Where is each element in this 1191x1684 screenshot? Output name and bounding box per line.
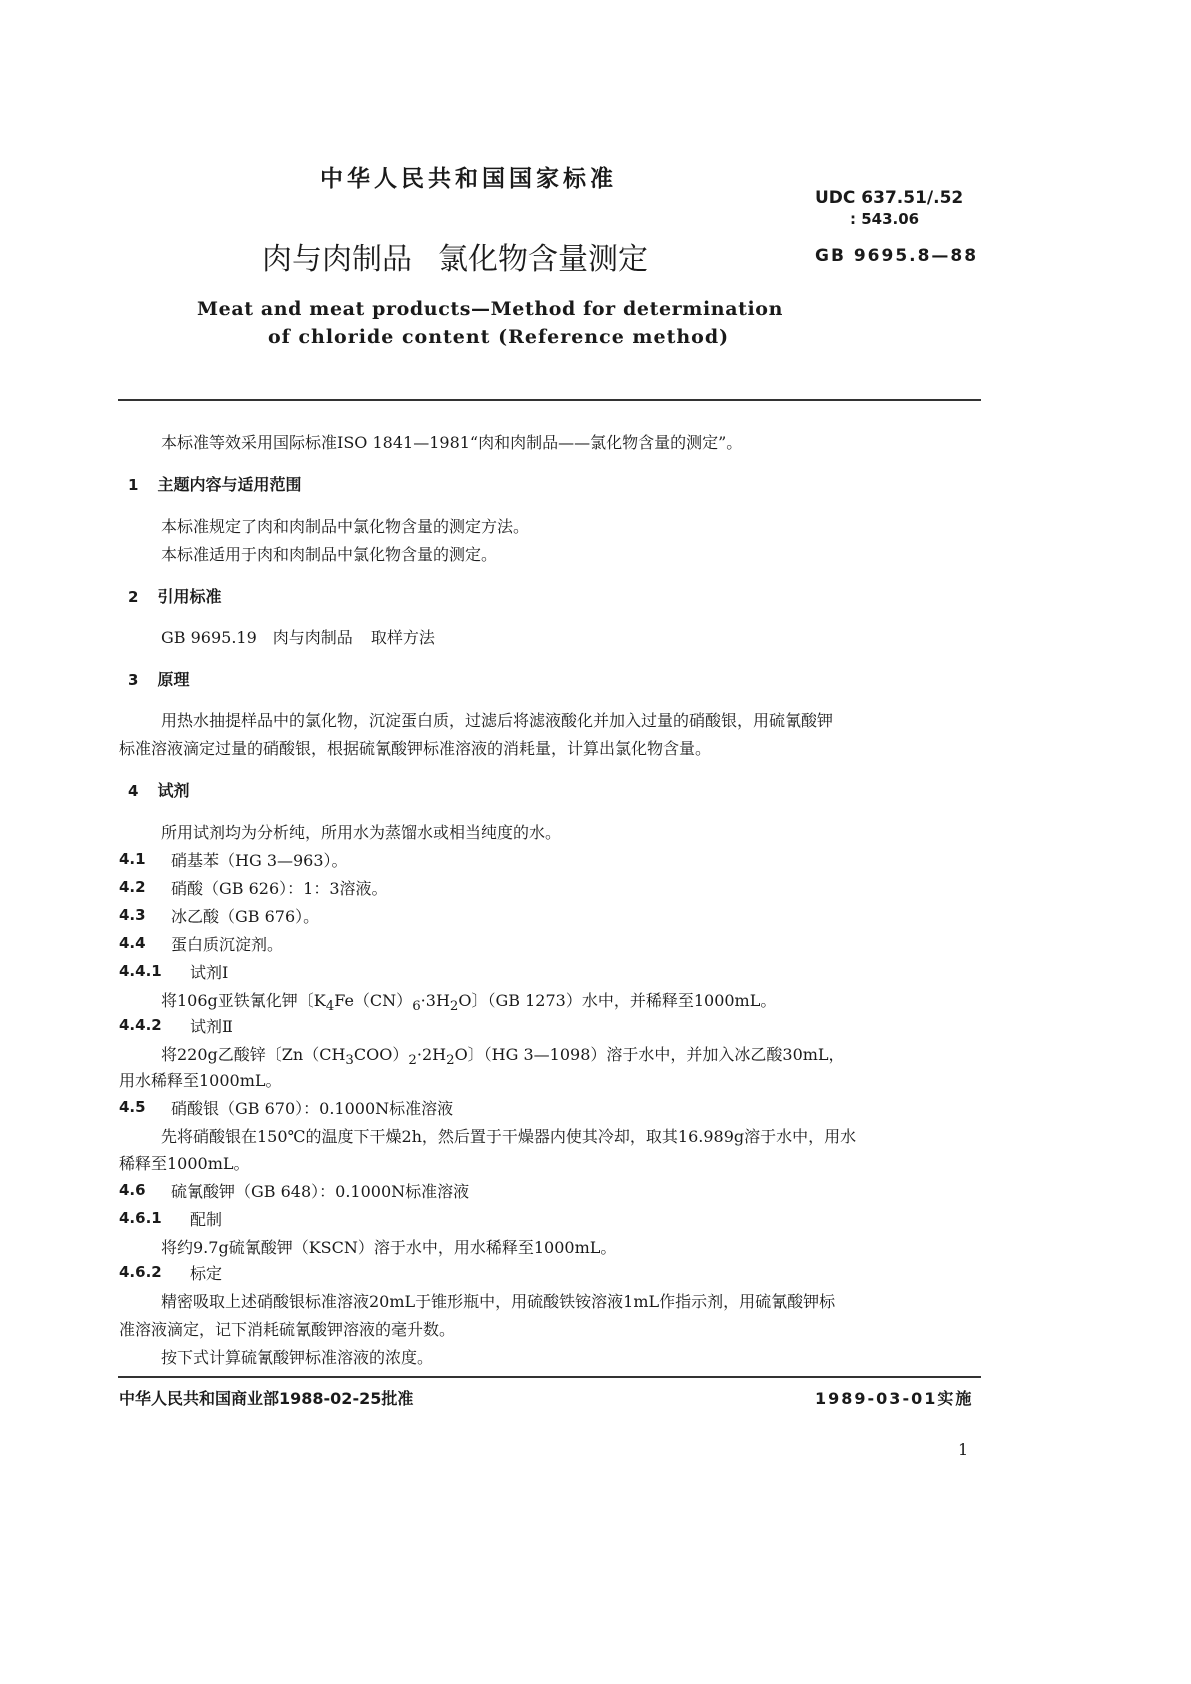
page-number: 1 [958,1440,969,1459]
item-4-6-2-text: 标定 [190,1264,223,1283]
item-4-6-2-desc-line1: 精密吸取上述硝酸银标准溶液20mL于锥形瓶中，用硫酸铁铵溶液1mL作指示剂，用硫氰酸钾标 [161,1292,836,1311]
section-1-heading [128,472,302,495]
item-4-2-number: 4.2 [119,878,146,896]
item-4-1-text: 硝基苯（HG 3—963）。 [171,851,348,870]
reference-code: GB 9695.19 [161,628,257,647]
item-4-6-1-desc: 将约9.7g硫氰酸钾（KSCN）溶于水中，用水稀释至1000mL。 [161,1238,617,1257]
principle-line-1: 用热水抽提样品中的氯化物，沉淀蛋白质，过滤后将滤液酸化并加入过量的硝酸银，用硫氰酸钾 [161,711,834,730]
formula-part: 将220g乙酸锌〔Zn（CH [161,1045,346,1064]
section-2-heading [128,584,222,607]
formula-part: ·3H [420,991,450,1010]
item-4-4-text: 蛋白质沉淀剂。 [171,935,284,954]
formula-subscript: 6 [412,999,421,1015]
reference-title-part1: 肉与肉制品 [272,628,353,647]
normative-reference [161,625,435,648]
item-4-5-desc-line1: 先将硝酸银在150℃的温度下干燥2h，然后置于干燥器内使其冷却，取其16.989g溶于水中，用水 [161,1127,857,1146]
title-cn [262,234,648,278]
national-standard-heading: 中华人民共和国国家标准 [320,166,617,192]
item-4-4-2-text: 试剂Ⅱ [190,1017,233,1036]
formula-part: COO） [353,1045,409,1064]
section-3-title: 原理 [157,670,190,689]
formula-part: 将106g亚铁氰化钾〔K [161,991,326,1010]
section-4-number: 4 [128,782,139,800]
item-4-6-1-number: 4.6.1 [119,1209,162,1227]
item-4-6-text: 硫氰酸钾（GB 648）：0.1000N标准溶液 [171,1182,470,1201]
implementation-date: 1989-03-01实施 [815,1389,974,1408]
reference-title-part2: 取样方法 [370,628,435,647]
item-4-6-1-text: 配制 [190,1210,223,1229]
reagents-intro: 所用试剂均为分析纯，所用水为蒸馏水或相当纯度的水。 [161,823,562,842]
udc-code-line1: UDC 637.51/.52 [815,188,964,208]
item-4-1-number: 4.1 [119,850,146,868]
formula-part: O〕（HG 3—1098）溶于水中，并加入冰乙酸30mL， [454,1045,845,1064]
item-4-5-text: 硝酸银（GB 670）：0.1000N标准溶液 [171,1099,454,1118]
section-3-heading [128,667,190,690]
item-4-6-2-desc-line2: 准溶液滴定，记下消耗硫氰酸钾溶液的毫升数。 [119,1320,456,1339]
foreword-text: 本标准等效采用国际标准ISO 1841—1981“肉和肉制品——氯化物含量的测定”。 [161,433,743,452]
item-4-4-number: 4.4 [119,934,146,952]
item-4-2-text: 硝酸（GB 626）：1：3溶液。 [171,879,388,898]
item-4-6-2-desc-line3: 按下式计算硫氰酸钾标准溶液的浓度。 [161,1348,434,1367]
item-4-6-number: 4.6 [119,1181,146,1199]
section-2-number: 2 [128,588,139,606]
section-1-para-2: 本标准适用于肉和肉制品中氯化物含量的测定。 [161,545,498,564]
approval-statement: 中华人民共和国商业部1988-02-25批准 [119,1389,414,1408]
section-1-number: 1 [128,476,139,494]
title-cn-part2: 氯化物含量测定 [438,242,648,277]
title-cn-part1: 肉与肉制品 [262,242,412,277]
section-4-title: 试剂 [157,781,190,800]
title-en-line1: Meat and meat products—Method for determination [197,298,783,320]
item-4-4-1-desc [161,988,776,1014]
item-4-4-2-number: 4.4.2 [119,1016,162,1034]
section-1-para-1: 本标准规定了肉和肉制品中氯化物含量的测定方法。 [161,517,530,536]
section-4-heading [128,778,190,801]
formula-subscript: 2 [449,999,459,1015]
item-4-5-desc-line2: 稀释至1000mL。 [119,1154,250,1173]
section-2-title: 引用标准 [157,587,222,606]
item-4-3-number: 4.3 [119,906,146,924]
formula-part: O〕（GB 1273）水中，并稀释至1000mL。 [458,991,777,1010]
principle-line-2: 标准溶液滴定过量的硝酸银，根据硫氰酸钾标准溶液的消耗量，计算出氯化物含量。 [119,739,712,758]
section-3-number: 3 [128,671,139,689]
item-4-3-text: 冰乙酸（GB 676）。 [171,907,320,926]
item-4-4-2-desc-line2: 用水稀释至1000mL。 [119,1071,282,1090]
item-4-5-number: 4.5 [119,1098,146,1116]
section-1-title: 主题内容与适用范围 [157,475,302,494]
formula-subscript: 2 [446,1053,455,1069]
item-4-4-2-desc [161,1042,845,1068]
item-4-6-2-number: 4.6.2 [119,1263,162,1281]
footer-divider [118,1376,981,1378]
header-divider [118,399,981,401]
formula-part: Fe（CN） [334,991,413,1010]
formula-subscript: 2 [408,1053,417,1069]
formula-part: ·2H [416,1045,447,1064]
item-4-4-1-text: 试剂Ⅰ [190,963,229,982]
udc-code-line2: : 543.06 [850,210,920,228]
formula-subscript: 3 [345,1053,354,1069]
formula-subscript: 4 [325,999,335,1015]
title-en-line2: of chloride content (Reference method) [268,326,730,348]
gb-number: GB 9695.8—88 [815,246,979,266]
item-4-4-1-number: 4.4.1 [119,962,162,980]
